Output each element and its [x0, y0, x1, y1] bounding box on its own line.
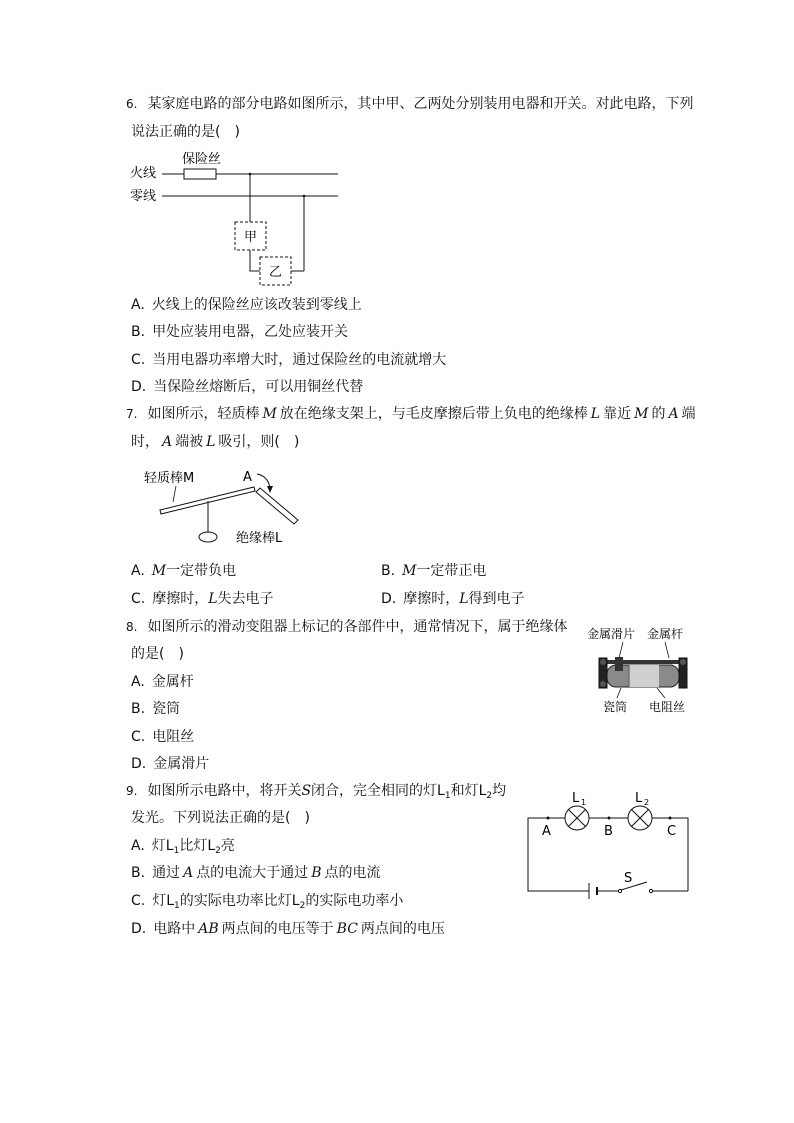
q7-var-m: M — [634, 406, 649, 422]
q7-var-m: M — [262, 406, 277, 422]
q9-l1-sub: 1 — [581, 798, 587, 807]
q9-option-b-text: 点的电流大于通过 — [196, 865, 309, 881]
q6-stem-line1 — [126, 94, 693, 114]
q7-number: 7. — [126, 407, 138, 421]
q7-stem-text: 端 — [681, 406, 696, 422]
q8-option-d-key: D. — [131, 756, 147, 772]
q9-l2-label: L — [635, 791, 643, 806]
q7-var-l: L — [590, 406, 601, 422]
q7-stem-line1 — [126, 404, 696, 424]
q9-option-d-text: 两点间的电压等于 — [221, 921, 334, 937]
q9-number: 9. — [126, 784, 138, 798]
q9-option-a-text: 亮 — [220, 838, 235, 854]
q6-option-d[interactable] — [131, 377, 363, 397]
q7-end-a-label: A — [243, 470, 252, 485]
q8-slider-label: 金属滑片 — [587, 627, 636, 641]
q9-switch-label: S — [624, 871, 633, 886]
q9-option-c-sub: 2 — [299, 901, 306, 911]
q9-sub: 2 — [486, 791, 493, 801]
q7-stem-text: 时， — [131, 434, 159, 450]
q7-stand-base — [199, 532, 217, 542]
q7-stem-line2 — [131, 432, 299, 452]
q7-stem-text: 的 — [651, 406, 666, 422]
q9-l1-label: L — [572, 791, 580, 806]
q8-wire-label: 电阻丝 — [649, 700, 686, 714]
q9-option-d-text: 两点间的电压 — [360, 921, 445, 937]
q6-neutral-wire-label: 零线 — [130, 189, 157, 204]
q8-option-b-key: B. — [131, 701, 146, 717]
q6-fuse-box — [184, 169, 216, 179]
q8-option-c-text: 电阻丝 — [152, 729, 195, 745]
q8-option-c-key: C. — [131, 729, 146, 745]
q9-option-b[interactable] — [131, 863, 380, 883]
q6-household-circuit-figure — [128, 148, 358, 288]
q9-var-s: S — [301, 783, 312, 799]
q6-option-a-key: A. — [131, 297, 145, 313]
q8-rheostat-figure — [585, 624, 697, 716]
q7-stem-text: 放在绝缘支架上，与毛皮摩擦后带上负电的绝缘棒 — [279, 406, 588, 422]
q9-option-c-text: 的实际电功率小 — [305, 893, 404, 909]
q8-stem-text1: 如图所示的滑动变阻器上标记的各部件中，通常情况下，属于绝缘体 — [147, 619, 568, 635]
q8-option-b[interactable] — [131, 699, 180, 719]
q9-option-c-sub: 1 — [174, 901, 180, 911]
q6-number: 6. — [126, 97, 138, 111]
q7-option-a[interactable] — [131, 561, 236, 581]
q7-stem-text: 端被 — [175, 434, 204, 450]
q7-stem-text: 吸引，则( ) — [218, 434, 300, 450]
q7-option-d-key: D. — [381, 591, 397, 607]
q7-option-d-var: L — [459, 591, 469, 607]
q9-stem-line2: 发光。下列说法正确的是( ) — [131, 810, 310, 826]
q9-option-c[interactable] — [131, 891, 403, 916]
q6-live-wire-label: 火线 — [130, 166, 157, 181]
q7-option-b-key: B. — [381, 563, 396, 579]
q6-option-b-text: 甲处应装用电器，乙处应装开关 — [152, 324, 349, 340]
q9-option-a-sub: 2 — [215, 846, 221, 856]
q6-option-b-key: B. — [131, 324, 146, 340]
q7-option-d[interactable] — [381, 589, 525, 609]
q9-option-b-text: 通过 — [152, 865, 181, 881]
q9-option-b-var: A — [183, 865, 194, 881]
q9-lamp-l2 — [628, 806, 652, 830]
q6-yi-label: 乙 — [268, 265, 283, 280]
q8-option-a-text: 金属杆 — [151, 674, 194, 690]
q6-stem-line2: 说法正确的是( ) — [131, 124, 240, 140]
q6-option-a-text: 火线上的保险丝应该改装到零线上 — [151, 297, 362, 313]
q7-option-c[interactable] — [131, 589, 274, 609]
q7-option-c-text: 失去电子 — [217, 591, 274, 607]
q9-option-b-text: 点的电流 — [324, 865, 381, 881]
q6-option-d-key: D. — [131, 379, 147, 395]
q7-stem-text: 如图所示，轻质棒 — [147, 406, 260, 422]
q9-option-d-var: AB — [198, 921, 219, 937]
q9-option-a-key: A. — [131, 838, 145, 854]
q9-option-a-text: 比灯L — [179, 838, 216, 854]
q8-metal-slider — [615, 657, 623, 671]
q9-option-a-sub: 1 — [173, 846, 180, 856]
q6-option-c-text: 当用电器功率增大时，通过保险丝的电流就增大 — [152, 352, 447, 368]
q9-series-circuit-figure — [520, 786, 695, 898]
q6-jia-label: 甲 — [243, 230, 258, 245]
q8-number: 8. — [126, 620, 138, 634]
q8-option-c[interactable] — [131, 727, 194, 747]
q7-rod-m-label: 轻质棒M — [144, 471, 195, 486]
q6-option-c-key: C. — [131, 352, 146, 368]
q8-stem-line1 — [126, 617, 567, 637]
q7-var-a: A — [162, 434, 173, 450]
q8-stem-line2: 的是( ) — [131, 646, 184, 662]
q9-stem-text: 闭合，完全相同的灯L — [311, 783, 445, 799]
q7-option-a-text: 一定带负电 — [166, 563, 237, 579]
q6-stem-text1: 某家庭电路的部分电路如图所示，其中甲、乙两处分别装用电器和开关。对此电路，下列 — [147, 96, 694, 112]
q9-option-c-text: 的实际电功率比灯L — [179, 893, 300, 909]
q9-lamp-l1 — [565, 806, 589, 830]
q7-var-a: A — [668, 406, 679, 422]
q9-sub: 1 — [444, 791, 451, 801]
q8-option-a[interactable] — [131, 672, 194, 692]
q6-option-b[interactable] — [131, 322, 348, 342]
q9-option-a-text: 灯L — [151, 838, 174, 854]
q7-stem-text: 靠近 — [603, 406, 632, 422]
q6-option-c[interactable] — [131, 350, 446, 370]
q7-rod-l — [256, 488, 298, 524]
q9-stem-line1 — [126, 781, 506, 806]
q6-fuse-label: 保险丝 — [182, 152, 222, 167]
q6-option-d-text: 当保险丝熔断后，可以用铜丝代替 — [153, 379, 364, 395]
q7-rod-l-label: 绝缘棒L — [236, 531, 283, 546]
q9-battery — [589, 883, 597, 899]
q9-stem-text: 如图所示电路中，将开关 — [147, 783, 302, 799]
q9-option-d[interactable] — [131, 919, 445, 939]
q7-option-a-key: A. — [131, 563, 145, 579]
q9-stem-text: 均 — [492, 783, 507, 799]
q9-l2-sub: 2 — [644, 798, 650, 807]
q8-option-d-text: 金属滑片 — [153, 756, 210, 772]
q9-option-b-var: B — [311, 865, 322, 881]
q8-rod-label: 金属杆 — [647, 627, 684, 641]
q9-option-d-key: D. — [131, 921, 147, 937]
q8-option-d[interactable] — [131, 754, 209, 774]
q8-option-a-key: A. — [131, 674, 145, 690]
q7-option-c-pre: 摩擦时， — [152, 591, 209, 607]
q7-option-a-var: M — [151, 563, 167, 579]
q8-resistance-wire — [629, 665, 659, 687]
q9-stem-text: 和灯L — [450, 783, 487, 799]
q8-tube-label: 瓷筒 — [603, 700, 628, 714]
q9-option-d-text: 电路中 — [153, 921, 196, 937]
q7-option-c-key: C. — [131, 591, 146, 607]
q9-point-b-label: B — [604, 824, 613, 839]
q7-var-l: L — [206, 434, 216, 450]
q6-option-a[interactable] — [131, 295, 362, 315]
q7-option-b-var: M — [402, 563, 417, 579]
q9-option-d-var: BC — [336, 921, 358, 937]
q9-option-c-key: C. — [131, 893, 146, 909]
q7-option-c-var: L — [208, 591, 218, 607]
q9-option-c-text: 灯L — [152, 893, 175, 909]
q9-option-a[interactable] — [131, 836, 235, 861]
q7-option-d-text: 得到电子 — [468, 591, 525, 607]
q9-point-c-label: C — [667, 824, 677, 839]
q9-point-a-label: A — [542, 824, 551, 839]
q8-option-b-text: 瓷筒 — [152, 701, 181, 717]
q7-rod-figure — [140, 462, 310, 552]
q7-option-b-text: 一定带正电 — [416, 563, 487, 579]
q7-option-d-pre: 摩擦时， — [403, 591, 460, 607]
q7-option-b[interactable] — [381, 561, 486, 581]
q9-option-b-key: B. — [131, 865, 146, 881]
